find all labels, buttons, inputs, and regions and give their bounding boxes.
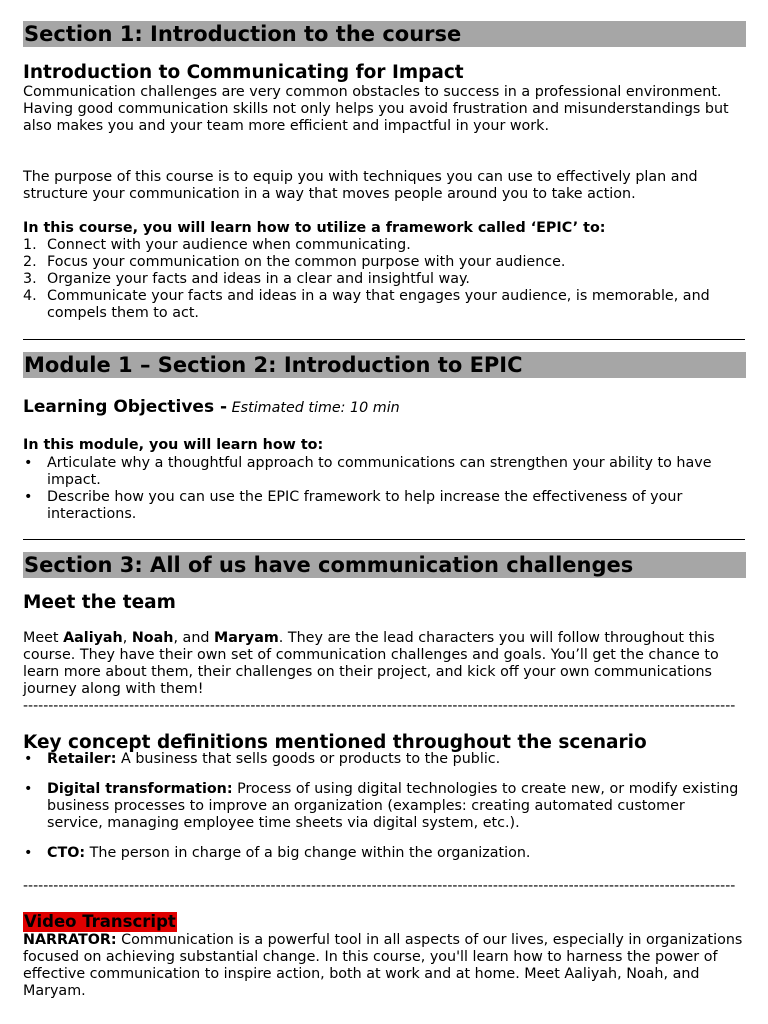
section3-heading: Meet the team [23, 592, 176, 613]
list-number: 2. [23, 254, 37, 270]
section1-learn-lead: In this course, you will learn how to utilize a framework called ‘EPIC’ to: [23, 220, 606, 236]
dashed-separator: --------------------------------------------------------------------------------------------------------------------------------------------- [23, 698, 736, 714]
section1-heading: Introduction to Communicating for Impact [23, 62, 464, 83]
section1-paragraph-1: Communication challenges are very common obstacles to success in a professional environment. Having good communication skills not only helps you avoid frustration and misunderstandings but also makes you and your team more efficient and impactful in your work. [23, 84, 729, 134]
concept-item [0, 751, 745, 768]
section-divider [23, 539, 745, 540]
estimated-time: Estimated time: 10 min [231, 400, 400, 416]
list-item [0, 237, 745, 254]
section1-header-bar: Section 1: Introduction to the course [23, 21, 746, 47]
concept-term: CTO: [47, 845, 86, 861]
concept-definition: Process of using digital technologies to create new, or modify existing business processes to improve an organization (examples: creating automated customer service, managing employee time sheets via digital system, etc.). [47, 781, 739, 831]
list-item [0, 489, 745, 523]
meet-the-team-paragraph [23, 630, 745, 698]
list-item-text: Connect with your audience when communicating. [47, 237, 411, 253]
narrator-text: Communication is a powerful tool in all aspects of our lives, especially in organizations focused on achieving substantial change. In this course, you'll learn how to harness the power of effective communication to inspire action, both at work and at home. Meet Aaliyah, Noah, and Maryam. [23, 932, 743, 999]
list-item-text: Articulate why a thoughtful approach to communications can strengthen your ability to have impact. [47, 455, 712, 488]
key-concepts-list [0, 751, 745, 862]
section1-paragraph-2: The purpose of this course is to equip you with techniques you can use to effectively plan and structure your communication in a way that moves people around you to take action. [23, 169, 698, 202]
list-item-text: Describe how you can use the EPIC framework to help increase the effectiveness of your interactions. [47, 489, 683, 522]
character-name: Aaliyah [63, 630, 123, 646]
character-name: Maryam [214, 630, 279, 646]
concept-term: Retailer: [47, 751, 117, 767]
list-item-text: Communicate your facts and ideas in a way that engages your audience, is memorable, and compels them to act. [47, 288, 710, 321]
section1-numbered-list [0, 237, 745, 322]
list-item [0, 288, 745, 322]
key-concepts-heading: Key concept definitions mentioned throughout the scenario [23, 732, 647, 753]
character-name: Noah [131, 630, 174, 646]
concept-item [0, 845, 745, 862]
list-item [0, 455, 745, 489]
list-item [0, 254, 745, 271]
section2-bullet-list [0, 455, 745, 523]
list-item [0, 271, 745, 288]
list-item-text: Organize your facts and ideas in a clear and insightful way. [47, 271, 470, 287]
concept-item [0, 781, 745, 832]
narrator-paragraph [23, 932, 745, 1000]
concept-definition: A business that sells goods or products to the public. [116, 751, 501, 767]
concept-term: Digital transformation: [47, 781, 233, 797]
meet-rest: . They are the lead characters you will follow throughout this course. They have their own set of communication challenges and goals. You’ll get the chance to learn more about them, their challenges on their project, and kick off your own communications journey along with them! [23, 630, 719, 697]
meet-prefix: Meet [23, 630, 64, 646]
name-separator: , and [173, 630, 214, 646]
bullet-icon: • [24, 455, 33, 471]
dashed-separator: --------------------------------------------------------------------------------------------------------------------------------------------- [23, 878, 736, 894]
list-number: 4. [23, 288, 37, 304]
section2-lead: In this module, you will learn how to: [23, 437, 324, 453]
concept-definition: The person in charge of a big change within the organization. [85, 845, 531, 861]
bullet-icon: • [24, 845, 33, 861]
list-number: 3. [23, 271, 37, 287]
bullet-icon: • [24, 489, 33, 505]
learning-objectives-title: Learning Objectives - [23, 397, 228, 417]
section3-header-bar: Section 3: All of us have communication challenges [23, 552, 746, 578]
video-transcript-label: Video Transcript [24, 912, 176, 931]
name-separator: , [122, 630, 132, 646]
section2-header-bar: Module 1 – Section 2: Introduction to EPIC [23, 352, 746, 378]
list-number: 1. [23, 237, 37, 253]
bullet-icon: • [24, 751, 33, 767]
bullet-icon: • [24, 781, 33, 797]
list-item-text: Focus your communication on the common purpose with your audience. [47, 254, 566, 270]
learning-objectives-line [23, 399, 745, 417]
section-divider [23, 339, 745, 340]
video-transcript-label-row [23, 912, 745, 932]
narrator-label: NARRATOR: [23, 932, 117, 948]
